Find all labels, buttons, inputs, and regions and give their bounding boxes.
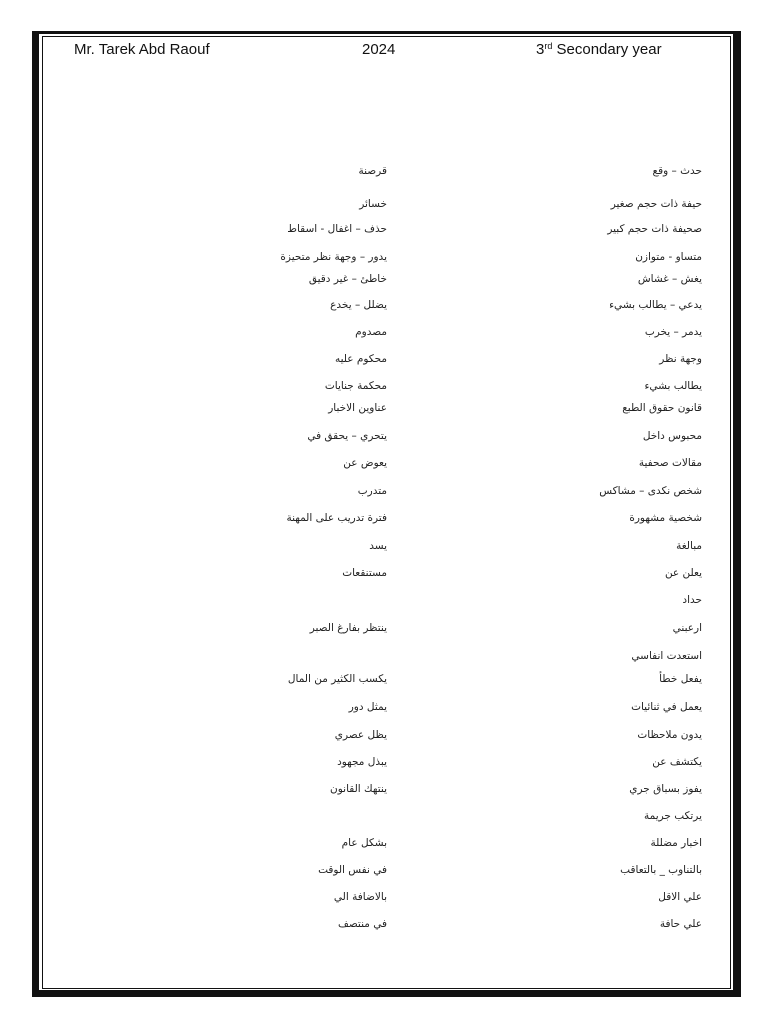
grade-label: [536, 41, 662, 58]
vocab-right-term: يفعل خطأ: [659, 673, 702, 685]
vocab-right-term: وجهة نظر: [659, 353, 702, 365]
vocab-right-term: مبالغة: [676, 540, 702, 552]
vocab-right-term: يطالب بشيء: [644, 380, 702, 392]
vocab-left-term: يظل عصري: [334, 729, 387, 741]
vocab-right-term: صحيفة ذات حجم كبير: [607, 223, 702, 235]
teacher-name: Mr. Tarek Abd Raouf: [74, 41, 210, 58]
grade-text: Secondary year: [552, 41, 662, 58]
vocab-left-term: في منتصف: [337, 918, 387, 930]
page-border-shadow-right: [733, 33, 738, 995]
vocab-left-term: في نفس الوقت: [318, 864, 387, 876]
vocab-right-term: يكتشف عن: [652, 756, 702, 768]
vocab-left-term: خسائر: [359, 198, 387, 210]
vocab-right-term: يرتكب جريمة: [644, 810, 702, 822]
vocab-right-term: يدمر – يخرب: [644, 326, 702, 338]
vocab-right-term: علي الاقل: [658, 891, 702, 903]
vocab-right-term: حدث – وقع: [652, 165, 702, 177]
vocab-left-term: يبذل مجهود: [337, 756, 387, 768]
vocab-left-term: ينتظر بفارغ الصبر: [309, 622, 387, 634]
vocab-left-term: يتحري – يحقق في: [307, 430, 387, 442]
vocab-right-term: يعلن عن: [664, 567, 702, 579]
vocab-left-term: محكمة جنايات: [324, 380, 387, 392]
vocab-left-term: يمثل دور: [348, 701, 387, 713]
vocab-right-term: قانون حقوق الطبع: [622, 402, 702, 414]
vocab-left-term: يضلل – يخدع: [330, 299, 387, 311]
vocab-left-term: بشكل عام: [341, 837, 387, 849]
vocab-left-term: فترة تدريب على المهنة: [286, 512, 387, 524]
vocab-left-term: محكوم عليه: [334, 353, 387, 365]
vocab-right-term: حداد: [682, 594, 702, 606]
vocab-right-term: شخصية مشهورة: [629, 512, 702, 524]
vocab-left-term: مستنقعات: [342, 567, 387, 579]
vocab-left-term: مصدوم: [355, 326, 387, 338]
vocab-right-term: يدعي – يطالب بشيء: [609, 299, 702, 311]
vocab-right-term: يعمل في ثنائيات: [631, 701, 702, 713]
vocab-left-term: قرصنة: [358, 165, 387, 177]
vocab-left-term: بالاضافة الي: [333, 891, 387, 903]
vocab-right-term: شخص نكدى – مشاكس: [599, 485, 702, 497]
year: 2024: [362, 41, 396, 58]
vocab-right-term: متساو - متوازن: [635, 251, 702, 263]
vocab-right-term: يدون ملاحظات: [637, 729, 702, 741]
vocab-left-term: يدور – وجهة نظر متحيزة: [280, 251, 387, 263]
vocab-right-term: علي حافة: [659, 918, 702, 930]
vocab-right-term: استعدت انفاسي: [631, 650, 702, 662]
vocab-left-term: يسد: [369, 540, 387, 552]
vocab-left-term: ينتهك القانون: [330, 783, 387, 795]
vocab-left-term: يكسب الكثير من المال: [287, 673, 387, 685]
page-border-shadow-bottom: [34, 990, 738, 995]
page-border-shadow-left: [34, 33, 39, 995]
vocab-left-term: متدرب: [357, 485, 387, 497]
vocab-right-term: بالتناوب _ بالتعاقب: [620, 864, 702, 876]
vocab-right-term: يفوز بسباق جري: [629, 783, 702, 795]
vocab-right-term: محبوس داخل: [642, 430, 702, 442]
vocab-left-term: خاطئ – غير دقيق: [308, 273, 387, 285]
grade-suffix: rd: [544, 41, 553, 51]
vocab-right-term: اخبار مضللة: [650, 837, 702, 849]
vocab-right-term: حيفة ذات حجم صغير: [610, 198, 702, 210]
vocab-left-term: يعوض عن: [343, 457, 387, 469]
vocab-left-term: حذف – اغفال - اسقاط: [287, 223, 387, 235]
vocab-right-term: مقالات صحفية: [638, 457, 702, 469]
vocab-right-term: يغش – غشاش: [637, 273, 702, 285]
grade-number: 3: [536, 41, 545, 58]
vocab-left-term: عناوين الاخبار: [328, 402, 387, 414]
vocab-right-term: ارعبني: [672, 622, 702, 634]
